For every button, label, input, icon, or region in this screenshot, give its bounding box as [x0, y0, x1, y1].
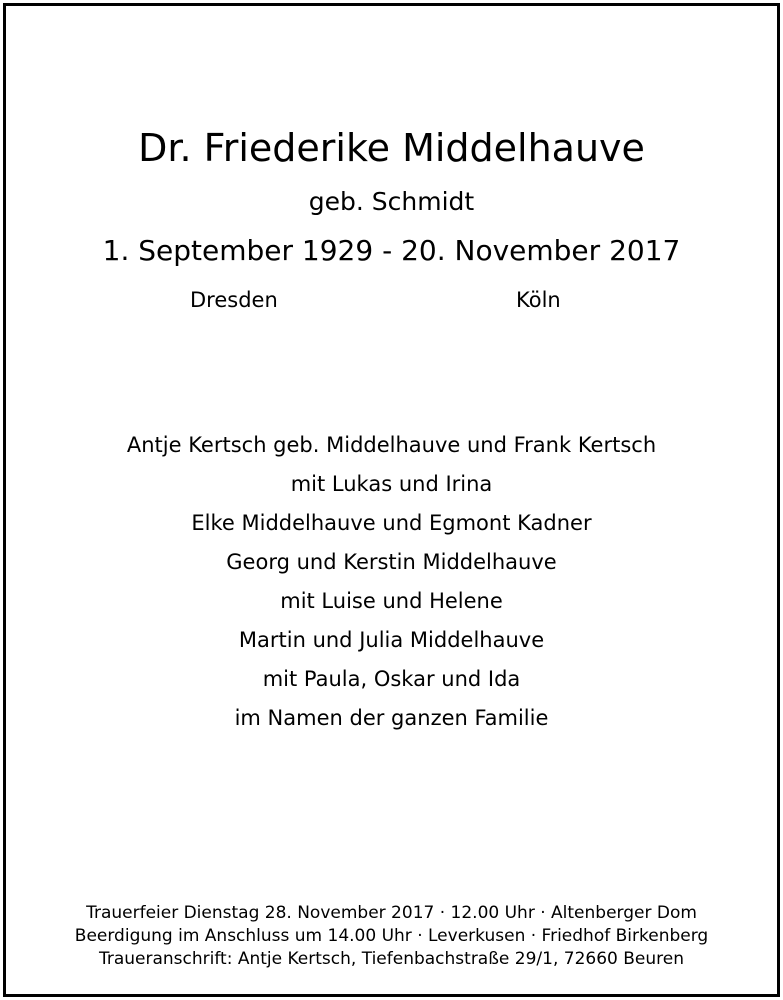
mourner-line: Antje Kertsch geb. Middelhauve und Frank Kertsch — [126, 433, 657, 457]
birth-name: geb. Schmidt — [308, 187, 475, 216]
mourner-line: im Namen der ganzen Familie — [234, 706, 549, 730]
funeral-service-line: Trauerfeier Dienstag 28. November 2017 · 12.00 Uhr · Altenberger Dom — [86, 903, 697, 923]
mourning-address-line: Traueranschrift: Antje Kertsch, Tiefenbachstraße 29/1, 72660 Beuren — [98, 949, 685, 969]
mourner-line: mit Luise und Helene — [280, 589, 503, 613]
deceased-name: Dr. Friederike Middelhauve — [138, 126, 645, 170]
birth-place: Dresden — [190, 288, 278, 312]
death-place: Köln — [516, 288, 561, 312]
mourner-line: Elke Middelhauve und Egmont Kadner — [191, 511, 592, 535]
burial-line: Beerdigung im Anschluss um 14.00 Uhr · Leverkusen · Friedhof Birkenberg — [74, 926, 709, 946]
mourner-line: Martin und Julia Middelhauve — [238, 628, 545, 652]
mourner-line: mit Lukas und Irina — [290, 472, 493, 496]
mourner-line: mit Paula, Oskar und Ida — [262, 667, 521, 691]
mourner-line: Georg und Kerstin Middelhauve — [226, 550, 557, 574]
life-dates: 1. September 1929 - 20. November 2017 — [102, 234, 681, 267]
